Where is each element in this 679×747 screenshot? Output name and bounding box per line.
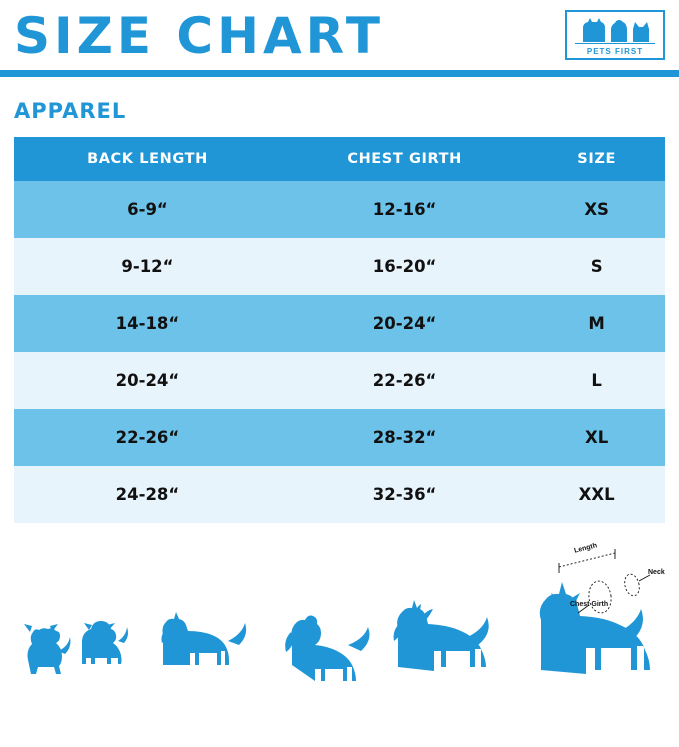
- page-header: [0, 0, 679, 70]
- cell-back-length: 6-9“: [14, 181, 281, 238]
- brand-name: PETS FIRST: [586, 47, 644, 56]
- spaniel-silhouette: [285, 616, 369, 682]
- cell-size: S: [528, 238, 665, 295]
- brand-logo: [565, 10, 665, 60]
- dog-size-illustration: [0, 529, 679, 684]
- cell-back-length: 9-12“: [14, 238, 281, 295]
- size-table: [14, 137, 665, 523]
- table-row: [14, 238, 665, 295]
- pomeranian-silhouette: [24, 624, 70, 674]
- cell-back-length: 14-18“: [14, 295, 281, 352]
- cell-chest-girth: 22-26“: [281, 352, 528, 409]
- table-header-row: [14, 137, 665, 181]
- label-length: Length: [573, 542, 598, 555]
- great-dane-measure-silhouette: [540, 582, 650, 674]
- table-row: [14, 352, 665, 409]
- page-title: SIZE CHART: [14, 7, 385, 65]
- retriever-silhouette: [394, 600, 489, 671]
- section-title: APPAREL: [14, 99, 127, 123]
- cell-size: XS: [528, 181, 665, 238]
- cell-chest-girth: 20-24“: [281, 295, 528, 352]
- table-row: [14, 181, 665, 238]
- cell-chest-girth: 12-16“: [281, 181, 528, 238]
- column-header-back-length: BACK LENGTH: [14, 137, 281, 181]
- table-row: [14, 295, 665, 352]
- logo-divider: [575, 43, 655, 44]
- cell-chest-girth: 16-20“: [281, 238, 528, 295]
- cell-chest-girth: 28-32“: [281, 409, 528, 466]
- terrier-silhouette: [161, 612, 246, 665]
- table-row: [14, 409, 665, 466]
- cell-size: XL: [528, 409, 665, 466]
- cell-size: M: [528, 295, 665, 352]
- cell-chest-girth: 32-36“: [281, 466, 528, 523]
- label-neck: Neck: [648, 569, 665, 576]
- column-header-chest-girth: CHEST GIRTH: [281, 137, 528, 181]
- column-header-size: SIZE: [528, 137, 665, 181]
- pets-first-logo-icon: [579, 16, 651, 42]
- cell-back-length: 24-28“: [14, 466, 281, 523]
- pug-silhouette: [82, 621, 128, 664]
- label-chest-girth: Chest Girth: [570, 601, 609, 608]
- cell-back-length: 22-26“: [14, 409, 281, 466]
- cell-size: L: [528, 352, 665, 409]
- table-row: [14, 466, 665, 523]
- cell-back-length: 20-24“: [14, 352, 281, 409]
- cell-size: XXL: [528, 466, 665, 523]
- header-rule: [0, 70, 679, 77]
